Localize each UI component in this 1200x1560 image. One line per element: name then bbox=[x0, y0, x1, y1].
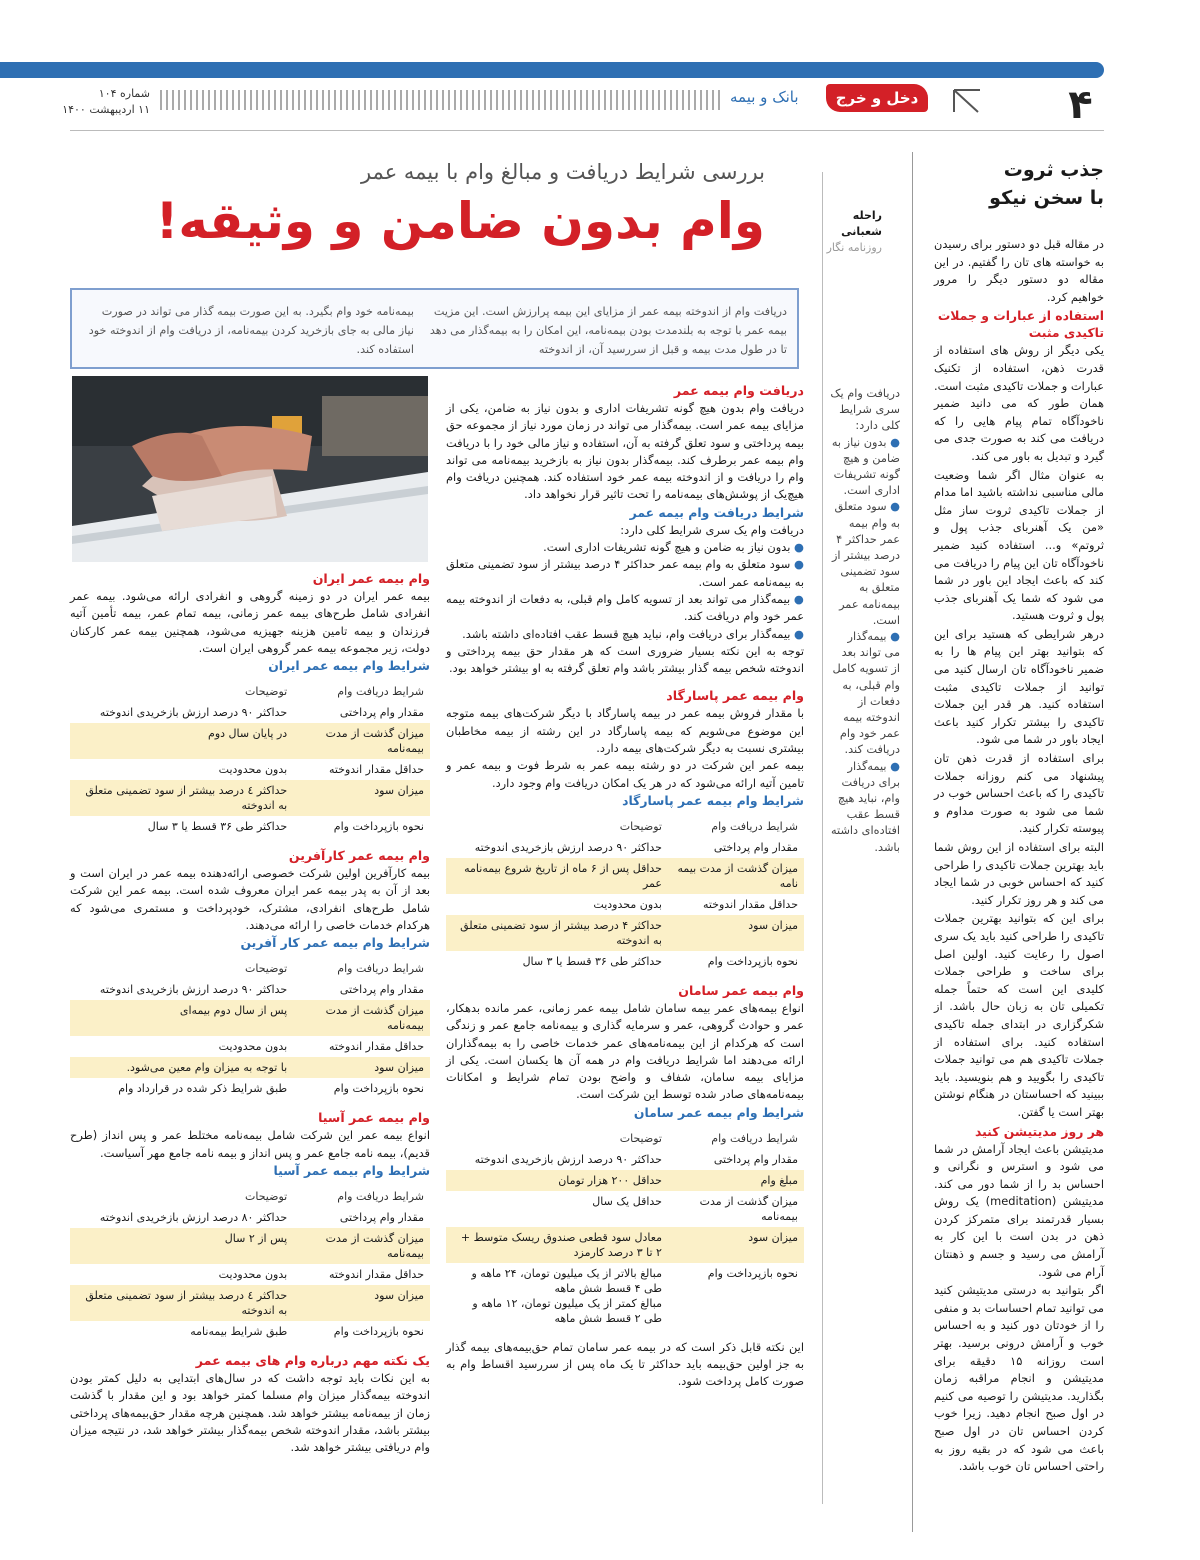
bullet-icon: ● bbox=[886, 435, 900, 449]
table-cell-description: حداکثر ۹۰ درصد ارزش بازخریدی اندوخته bbox=[99, 706, 288, 720]
table-cell-condition: حداقل مقدار اندوخته bbox=[328, 1040, 424, 1054]
table-cell-condition: نحوه بازپرداخت وام bbox=[333, 1324, 424, 1338]
table-cell-description: طبق شرایط بیمه‌نامه bbox=[190, 1324, 288, 1338]
table-row bbox=[70, 816, 430, 837]
table-cell-condition: مقدار وام پرداختی bbox=[339, 983, 424, 997]
sidebar-subheading: هر روز مدیتیشن کنید bbox=[974, 1123, 1104, 1139]
paragraph: انواع بیمه‌های عمر بیمه سامان شامل بیمه عمر زمانی، عمر مانده بدهکار، عمر و حوادث گروهی، عمر و سرمایه گذاری و بیمه‌نامه جامع عمر و زندگی است که هرکدام از این بیمه‌نامه‌های عمر خدمات خاصی را به بیمه‌گذاران ارائه می‌دهند اما شرایط دریافت وام در همه آن ها یکسان است. یکی از مزایای بیمه سامان، شفاف و واضح بودن تمام شرایط و امکانات بیمه‌نامه‌های صادر شده توسط این شرکت است. bbox=[446, 1000, 804, 1102]
middle-column bbox=[446, 382, 804, 1391]
table-cell-description: پس از سال دوم بیمه‌ای bbox=[179, 1004, 288, 1018]
asia-loan-table bbox=[70, 1186, 430, 1342]
table-cell-condition: حداقل مقدار اندوخته bbox=[328, 763, 424, 777]
table-cell-description: بدون محدودیت bbox=[218, 1040, 288, 1054]
table-cell-description: در پایان سال دوم bbox=[208, 727, 288, 741]
table-row bbox=[70, 780, 430, 816]
bullet-item: ● بدون نیاز به ضامن و هیچ گونه تشریفات اداری است. bbox=[446, 539, 804, 556]
table-cell-description: توضیحات bbox=[446, 816, 668, 837]
table-cell-description: حداکثر ۹۰ درصد ارزش بازخریدی اندوخته bbox=[474, 840, 662, 854]
saman-loan-table bbox=[446, 1128, 804, 1329]
table-cell-description: حداکثر ٤ درصد بیشتر از سود تضمینی متعلق به اندوخته bbox=[85, 784, 288, 813]
table-cell-condition: مقدار وام پرداختی bbox=[339, 706, 424, 720]
section-heading: وام بیمه عمر ایران bbox=[312, 571, 430, 586]
table-cell-condition: میزان سود bbox=[374, 1061, 424, 1075]
table-row bbox=[70, 1321, 430, 1342]
issue-info bbox=[30, 86, 150, 118]
table-cell-description: معادل سود قطعی صندوق ریسک متوسط + ۲ تا ۳ درصد کارمزد bbox=[460, 1230, 662, 1259]
table-cell-description: حداکثر ٤ درصد بیشتر از سود تضمینی متعلق به اندوخته bbox=[85, 1288, 288, 1317]
table-row bbox=[70, 1057, 430, 1078]
paragraph: توجه به این نکته بسیار ضروری است که هر مقدار حق بیمه پرداختی و اندوخته شخص بیمه گذار بیشتر باشد وام تعلق گرفته به او بیشتر خواهد بود. bbox=[446, 643, 804, 676]
bullet-icon: ● bbox=[886, 759, 900, 773]
header-rule bbox=[70, 130, 1104, 131]
table-cell-condition: میزان سود bbox=[748, 1230, 798, 1244]
paragraph: بیمه عمر ایران در دو زمینه گروهی و انفرادی ارائه می‌شود. بیمه عمر انفرادی شامل طرح‌های بیمه عمر زمانی، بیمه تمام عمر، بیمه تأمین آتیه فرزندان و بیمه تامین هزینه جهیزیه می‌شود، همچنین بیمه عمر کارکنان دولت، زیر مجموعه بیمه عمر گروهی ایران است. bbox=[70, 589, 430, 655]
note-rule bbox=[822, 172, 823, 1504]
sidebar-paragraph: البته برای استفاده از این روش شما باید بهترین جملات تاکیدی را طراحی کنید که احساس خوبی در شما ایجاد می کند و هر روز تکرار کنید. bbox=[934, 840, 1104, 907]
table-cell-description: بدون محدودیت bbox=[593, 897, 662, 911]
issue-number: شماره ۱۰۴ bbox=[98, 87, 150, 100]
sidebar-title-line2: با سخن نیکو bbox=[989, 187, 1104, 209]
table-cell-condition: شرایط دریافت وام bbox=[668, 1128, 804, 1149]
paragraph: بیمه کارآفرین اولین شرکت خصوصی ارائه‌دهنده بیمه عمر در ایران است و بعد از آن به پدر بیمه عمر ایران معروف شده است. بیمه عمر این شرکت شامل طرح‌های انفرادی، مشترک، خودپرداخت و مستمری می‌شود که هرکدام خدمات خاصی را ارائه می‌دهند. bbox=[70, 866, 430, 933]
table-cell-description: توضیحات bbox=[70, 958, 293, 979]
table-cell-description: بدون محدودیت bbox=[218, 763, 288, 777]
table-header-row bbox=[70, 958, 430, 979]
sidebar-body bbox=[934, 236, 1104, 1477]
side-note-text: بیمه‌گذار برای دریافت وام، نباید هیچ قسط عقب افتاده‌ای داشته باشد. bbox=[830, 759, 900, 854]
table-cell-description: توضیحات bbox=[70, 1186, 293, 1207]
table-cell-description: با توجه به میزان وام معین می‌شود. bbox=[126, 1061, 288, 1075]
paragraph: دریافت وام یک سری شرایط کلی دارد: bbox=[620, 522, 804, 537]
side-note-item bbox=[830, 499, 900, 629]
section-heading: وام بیمه عمر آسیا bbox=[318, 1110, 430, 1126]
lead-left-text: بیمه‌نامه خود وام بگیرد. به این صورت بیمه گذار می تواند در صورت نیاز مالی به جای بازخرید کردن بیمه‌نامه، از دریافت وام از اندوخته خود استفاده کند. bbox=[88, 305, 414, 356]
table-header-row bbox=[446, 816, 804, 837]
section-heading: وام بیمه عمر کارآفرین bbox=[288, 848, 430, 864]
bullet-icon: ● bbox=[886, 630, 900, 644]
table-row bbox=[70, 1228, 430, 1264]
table-cell-condition: میزان گذشت از مدت بیمه‌نامه bbox=[699, 1194, 798, 1223]
paragraph: بیمه عمر این شرکت در دو رشته بیمه عمر به شرط فوت و بیمه عمر و تامین آتیه ارائه می‌شود که در هر یک امکان دریافت وام وجود دارد. bbox=[446, 758, 804, 790]
section-name: بانک و بیمه bbox=[730, 88, 799, 106]
header-dotted-band bbox=[160, 90, 720, 110]
lead-right-text: دریافت وام از اندوخته بیمه عمر از مزایای این بیمه پرارزش است. این مزیت بیمه عمر با توجه به بلندمدت بودن بیمه‌نامه، این امکان را به بیمه‌گذار می دهد تا در طول مدت بیمه و قبل از سررسید آن، از اندوخته bbox=[429, 305, 787, 356]
paragraph: با مقدار فروش بیمه عمر در بیمه پاسارگاد با دیگر شرکت‌های بیمه متوجه این موضوع می‌شویم که بیمه پاسارگاد در این رشته از بیمه مخاطبان بیشتری نسبت به دیگر شرکت‌های بیمه دارد. bbox=[446, 706, 804, 756]
pasargad-loan-table bbox=[446, 816, 804, 972]
article-subtitle: بررسی شرایط دریافت و مبالغ وام با بیمه عمر bbox=[360, 160, 765, 184]
table-row bbox=[70, 1000, 430, 1036]
section-heading: وام بیمه عمر پاسارگاد bbox=[666, 688, 804, 704]
karafarin-loan-table bbox=[70, 958, 430, 1099]
table-row bbox=[70, 979, 430, 1000]
table-row bbox=[70, 1036, 430, 1057]
table-row bbox=[446, 951, 804, 972]
table-cell-condition: مقدار وام پرداختی bbox=[713, 1152, 798, 1166]
table-header-row bbox=[70, 681, 430, 702]
corner-arrow-icon bbox=[950, 86, 986, 116]
paragraph: دریافت وام بدون هیچ گونه تشریفات اداری و بدون نیاز به ضامن، یکی از مزایای بیمه عمر است. بیمه‌گذار می تواند در زمان مورد نیاز از مجموعه حق بیمه پرداختی و سود تعلق گرفته به آن، استفاده و نیاز مالی خود را با دریافت وام بیمه عمر برطرف کند. بیمه‌گذار بدون نیاز به بازخرید بیمه‌نامه می تواند وام را دریافت و از اندوخته بیمه عمر خود استفاده کند. همچنین دریافت وام هیچ‌یک از پوشش‌های بیمه‌نامه را تحت تاثیر قرار نخواهد داد. bbox=[446, 401, 804, 502]
table-cell-description: بدون محدودیت bbox=[218, 1267, 288, 1281]
table-cell-condition: شرایط دریافت وام bbox=[293, 958, 430, 979]
lead-box bbox=[70, 288, 799, 369]
side-note-item bbox=[830, 435, 900, 500]
table-cell-description: حداکثر ۴ درصد بیشتر از سود تضمینی متعلق به اندوخته bbox=[460, 918, 662, 947]
table-row bbox=[70, 759, 430, 780]
sidebar-paragraph: درهر شرایطی که هستید برای این که بتوانید بهتر این پیام ها را به ضمیر ناخودآگاه تان ارسال کنید می توانید از جملات تاکیدی مثبت استفاده کنید. هر قدر این جملات تاکیدی را بیشتر تکرار کنید باعث ایجاد باور در شما می شود. bbox=[934, 626, 1104, 747]
table-row bbox=[446, 837, 804, 858]
issue-date: ۱۱ اردیبهشت ۱۴۰۰ bbox=[62, 103, 150, 116]
table-cell-description: پس از ۲ سال bbox=[224, 1231, 288, 1245]
spacer bbox=[446, 677, 804, 687]
sidebar-paragraph: یکی دیگر از روش های استفاده از قدرت ذهن، استفاده از تکنیک عبارات و جملات تاکیدی مثبت است. همان طور که می دانید ضمیر ناخودآگاه تمام پیام هایی را که دریافت می کند به صورت جدی می گیرد و تبدیل به باور می کند. bbox=[934, 343, 1104, 463]
bullet-item: ● بیمه‌گذار می تواند بعد از تسویه کامل وام قبلی، به دفعات از اندوخته بیمه عمر خود وام دریافت کند. bbox=[446, 591, 804, 626]
table-row bbox=[70, 1285, 430, 1321]
table-cell-condition: میزان گذشت از مدت بیمه‌نامه bbox=[325, 1004, 424, 1033]
table-row bbox=[446, 915, 804, 951]
table-row bbox=[446, 1191, 804, 1227]
table-title: شرایط وام بیمه عمر آسیا bbox=[273, 1162, 430, 1178]
table-cell-description: حداقل یک سال bbox=[592, 1194, 662, 1208]
table-cell-description: حداقل پس از ۶ ماه از تاریخ شروع بیمه‌نامه عمر bbox=[464, 861, 662, 890]
table-cell-description: حداکثر ۹۰ درصد ارزش بازخریدی اندوخته bbox=[474, 1152, 662, 1166]
table-row bbox=[70, 1207, 430, 1228]
table-cell-description: توضیحات bbox=[70, 681, 293, 702]
table-cell-condition: میزان سود bbox=[748, 918, 798, 932]
side-note-item bbox=[830, 759, 900, 856]
table-cell-description: حداکثر طی ۳۶ قسط یا ۳ سال bbox=[522, 954, 662, 968]
sidebar-rule bbox=[912, 152, 913, 1532]
author-byline bbox=[820, 208, 882, 256]
table-row bbox=[446, 858, 804, 894]
sidebar-paragraph: برای استفاده از قدرت ذهن تان پیشنهاد می کنم روزانه جملات تاکیدی را که باعث احساس خوب در شما می شود به صورت مداوم و پیوسته تکرار کنید. bbox=[934, 751, 1104, 836]
paragraph: انواع بیمه عمر این شرکت شامل بیمه‌نامه مختلط عمر و پس انداز (طرح قدیم)، بیمه نامه جامع عمر و پس انداز و بیمه نامه جامع مهر آسیاست. bbox=[70, 1128, 430, 1160]
sidebar-paragraph: مدیتیشن باعث ایجاد آرامش در شما می شود و استرس و نگرانی و احساس بد را از شما دور می کند. مدیتیشن (meditation) یک روش بسیار قدرتمند برای متمرکز کردن ذهن در بدن است با این کار به آرامش می رسید و جسم و ذهنتان آرام می شود. bbox=[934, 1141, 1104, 1279]
table-row bbox=[70, 723, 430, 759]
table-cell-description: مبالغ بالاتر از یک میلیون تومان، ۲۴ ماهه و طی ۴ قسط شش ماهه مبالغ کمتر از یک میلیون تومان، ۱۲ ماهه و طی ۲ قسط شش ماهه bbox=[471, 1266, 662, 1325]
table-row bbox=[446, 1227, 804, 1263]
table-cell-condition: نحوه بازپرداخت وام bbox=[333, 820, 424, 834]
table-cell-condition: مقدار وام پرداختی bbox=[339, 1210, 424, 1224]
table-row bbox=[70, 702, 430, 723]
table-title: شرایط وام بیمه عمر سامان bbox=[633, 1104, 804, 1120]
magazine-logo: دخل و خرج bbox=[826, 84, 928, 112]
table-header-row bbox=[446, 1128, 804, 1149]
table-cell-condition: میزان گذشت از مدت بیمه‌نامه bbox=[325, 1231, 424, 1260]
side-note-text: بدون نیاز به ضامن و هیچ گونه تشریفات اداری است. bbox=[831, 435, 900, 498]
table-cell-description: حداکثر طی ۳۶ قسط یا ۳ سال bbox=[147, 820, 288, 834]
table-row bbox=[446, 1149, 804, 1170]
table-cell-condition: حداقل مقدار اندوخته bbox=[328, 1267, 424, 1281]
table-cell-condition: شرایط دریافت وام bbox=[293, 1186, 430, 1207]
sidebar-title bbox=[904, 156, 1104, 212]
side-note bbox=[830, 386, 900, 856]
paragraph: به این نکات باید توجه داشت که در سال‌های ابتدایی به دلیل کمتر بودن اندوخته بیمه‌گذار میزان وام مسلما کمتر خواهد بود و این مقدار با گذشت زمان از بیمه‌نامه بیشتر خواهد شد. همچنین هرچه مقدار حق‌بیمه‌های پرداختی بیشتر باشد، مقدار اندوخته شخص بیمه‌گذار بیشتر خواهد شد، در نتیجه میزان وام دریافتی بیشتر خواهد شد. bbox=[70, 1370, 430, 1455]
table-row bbox=[70, 1078, 430, 1099]
side-note-text: سود متعلق به وام بیمه عمر حداکثر ۴ درصد بیشتر از سود تضمینی متعلق به بیمه‌نامه عمر است. bbox=[831, 500, 900, 627]
table-cell-condition: میزان گذشت از مدت بیمه نامه bbox=[677, 861, 798, 890]
table-header-row bbox=[70, 1186, 430, 1207]
sidebar-subheading: استفاده از عبارات و جملات تاکیدی مثبت bbox=[937, 308, 1104, 341]
table-cell-description: حداکثر ۹۰ درصد ارزش بازخریدی اندوخته bbox=[99, 983, 288, 997]
subsection-heading: شرایط دریافت وام بیمه عمر bbox=[629, 504, 804, 520]
table-cell-condition: نحوه بازپرداخت وام bbox=[707, 954, 798, 968]
bullet-icon: ● bbox=[886, 500, 900, 514]
author-name: راحله شعبانی bbox=[841, 209, 882, 238]
section-heading: یک نکته مهم درباره وام های بیمه عمر bbox=[195, 1352, 430, 1368]
bullet-item: ● بیمه‌گذار برای دریافت وام، نباید هیچ قسط عقب افتاده‌ای داشته باشد. bbox=[446, 626, 804, 643]
sidebar-paragraph: اگر بتوانید به درستی مدیتیشن کنید می توانید تمام احساسات بد و منفی را از خودتان دور کنید و به احساس خوب و آرامش درونی برسید. بهتر است روزانه ۱۵ دقیقه برای مدیتیشن و انجام مراقبه زمان بگذارید. مدیتیشن را توصیه می کنیم در اول صبح انجام دهید. زیرا خوب کردن احساس تان در اول صبح باعث می شود که در بقیه روز به راحتی احساس تان خوب باشد. bbox=[934, 1283, 1104, 1474]
hand-with-money-photo bbox=[72, 376, 428, 562]
iran-loan-table bbox=[70, 681, 430, 837]
sidebar-paragraph: به عنوان مثال اگر شما وضعیت مالی مناسبی نداشته باشید اما مدام از جملات تاکیدی ثروت ساز مثل «من یک آهنربای جذب پول و ثروتم» و... استفاده کنید ضمیر ناخودآگاه تان این پیام را دریافت می کند که باعث ایجاد این باور در شما می شود که شما یک آهنربای جذب پول و ثروت هستید. bbox=[934, 467, 1104, 623]
table-title: شرایط وام بیمه عمر کار آفرین bbox=[240, 935, 430, 951]
left-column bbox=[70, 570, 430, 1456]
table-row bbox=[446, 894, 804, 915]
table-title: شرایط وام بیمه عمر ایران bbox=[268, 658, 430, 674]
side-note-item bbox=[830, 629, 900, 759]
table-cell-condition: میزان سود bbox=[374, 1288, 424, 1302]
sidebar-title-line1: جذب ثروت bbox=[1003, 159, 1104, 181]
section-heading: وام بیمه عمر سامان bbox=[678, 982, 804, 998]
sidebar-paragraph: در مقاله قبل دو دستور برای رسیدن به خواسته های تان را گفتیم. در این مقاله دو دستور دیگر را مرور خواهیم کرد. bbox=[934, 237, 1104, 304]
table-cell-condition: شرایط دریافت وام bbox=[293, 681, 430, 702]
table-row bbox=[446, 1170, 804, 1191]
section-heading: دریافت وام بیمه عمر bbox=[673, 383, 804, 398]
table-cell-condition: میزان سود bbox=[374, 784, 424, 798]
table-cell-description: حداقل ۲۰۰ هزار تومان bbox=[558, 1173, 662, 1187]
table-row bbox=[446, 1263, 804, 1329]
page-number: ۴ bbox=[1068, 82, 1093, 128]
bullet-item: ● سود متعلق به وام بیمه عمر حداکثر ۴ درصد بیشتر از سود تضمینی متعلق به بیمه‌نامه عمر است. bbox=[446, 556, 804, 591]
sidebar-paragraph: برای این که بتوانید بهترین جملات تاکیدی را طراحی کنید باید یک سری اصول را رعایت کنید. اولین اصل برای ساخت و طراحی جملات کلیدی این است که حتماً جمله تکمیلی تان به زبان حال باشد. از شکرگزاری در ابتدای جمله تاکیدی استفاده کنید. برای استفاده از جملات تاکیدی هم می توانید جملات تاکیدی را بگویید و هم بنویسید. باید ببینید که احساستان در هنگام نوشتن بهتر است یا گفتن. bbox=[934, 911, 1104, 1119]
table-cell-description: حداکثر ۸۰ درصد ارزش بازخریدی اندوخته bbox=[99, 1210, 288, 1224]
top-blue-bar bbox=[0, 62, 1104, 78]
table-cell-condition: مبلغ وام bbox=[760, 1173, 798, 1187]
article-headline: وام بدون ضامن و وثیقه! bbox=[155, 192, 765, 250]
table-cell-condition: مقدار وام پرداختی bbox=[713, 840, 798, 854]
table-cell-description: توضیحات bbox=[446, 1128, 668, 1149]
table-row bbox=[70, 1264, 430, 1285]
table-cell-condition: نحوه بازپرداخت وام bbox=[333, 1082, 424, 1096]
table-cell-condition: حداقل مقدار اندوخته bbox=[702, 897, 798, 911]
table-cell-condition: میزان گذشت از مدت بیمه‌نامه bbox=[325, 727, 424, 756]
table-cell-condition: نحوه بازپرداخت وام bbox=[707, 1266, 798, 1280]
table-cell-description: طبق شرایط ذکر شده در قرارداد وام bbox=[118, 1082, 288, 1096]
side-note-text: بیمه‌گذار می تواند بعد از تسویه کامل وام قبلی، به دفعات از اندوخته بیمه عمر خود وام دریافت کند. bbox=[832, 630, 900, 757]
side-note-intro: دریافت وام یک سری شرایط کلی دارد: bbox=[830, 387, 900, 433]
table-cell-condition: شرایط دریافت وام bbox=[668, 816, 804, 837]
author-role: روزنامه نگار bbox=[826, 241, 882, 254]
paragraph: این نکته قابل ذکر است که در بیمه عمر سامان تمام حق‌بیمه‌های بیمه گذار به جز اولین حق‌بیمه باید حداکثر تا یک ماه پس از سررسید اقساط وام به صورت کامل پرداخت شود. bbox=[446, 1339, 804, 1389]
table-title: شرایط وام بیمه عمر پاسارگاد bbox=[622, 792, 804, 808]
